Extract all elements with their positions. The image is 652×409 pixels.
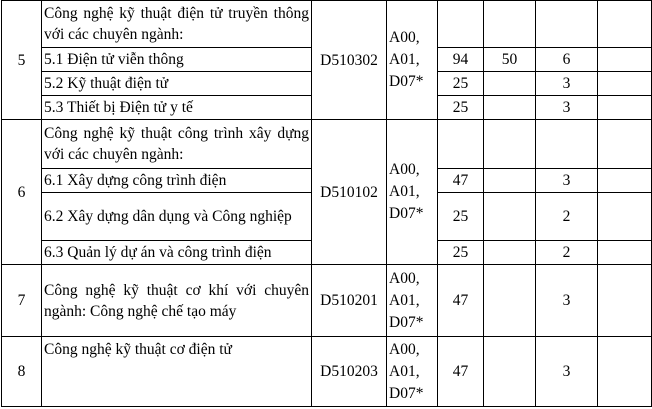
subject-combination (387, 120, 438, 265)
quota-value: 3 (536, 72, 598, 96)
program-title: Công nghệ kỹ thuật cơ điện tử (42, 337, 312, 407)
combo-line: A01, (389, 183, 420, 200)
quota-value: 3 (536, 169, 598, 193)
quota-value: 2 (536, 241, 598, 265)
quota-value: 94 (438, 48, 484, 72)
program-code: D510203 (312, 337, 387, 407)
table-row (2, 337, 652, 407)
major-name: 6.1 Xây dựng công trình điện (42, 169, 312, 193)
quota-value: 3 (536, 337, 598, 407)
table-row (2, 1, 652, 48)
quota-value: 25 (438, 193, 484, 241)
program-code: D510302 (312, 1, 387, 120)
subject-combination (387, 1, 438, 120)
admission-table (1, 0, 652, 407)
quota-value (484, 96, 536, 120)
row-number: 5 (2, 1, 42, 120)
quota-value (484, 72, 536, 96)
quota-value: 47 (438, 169, 484, 193)
combo-line: D07* (389, 73, 424, 90)
program-title: Công nghệ kỹ thuật công trình xây dựng với các chuyên ngành: (42, 120, 312, 169)
major-name: 6.2 Xây dựng dân dụng và Công nghiệp (42, 193, 312, 241)
program-code: D510102 (312, 120, 387, 265)
quota-value: 25 (438, 96, 484, 120)
combo-line: A00, (389, 340, 420, 358)
subject-combination (387, 337, 438, 407)
row-number: 6 (2, 120, 42, 265)
quota-value (484, 337, 536, 407)
row-number: 7 (2, 265, 42, 337)
table-row (2, 120, 652, 169)
quota-value (484, 241, 536, 265)
major-name: 5.2 Kỹ thuật điện tử (42, 72, 312, 96)
subject-combination (387, 265, 438, 337)
program-title: Công nghệ kỹ thuật điện tử truyền thông với các chuyên ngành: (42, 1, 312, 48)
quota-value: 47 (438, 337, 484, 407)
combo-line: D07* (389, 205, 424, 222)
quota-value: 47 (438, 265, 484, 337)
combo-line: D07* (389, 384, 424, 402)
major-name: 5.1 Điện tử viễn thông (42, 48, 312, 72)
major-name: 6.3 Quản lý dự án và công trình điện (42, 241, 312, 265)
combo-line: D07* (389, 313, 424, 331)
combo-line: A01, (389, 51, 420, 68)
quota-value: 3 (536, 265, 598, 337)
quota-value: 6 (536, 48, 598, 72)
quota-value: 50 (484, 48, 536, 72)
row-number: 8 (2, 337, 42, 407)
combo-line: A01, (389, 291, 420, 309)
quota-value: 3 (536, 96, 598, 120)
quota-value: 25 (438, 72, 484, 96)
table-row (2, 265, 652, 337)
quota-value (484, 193, 536, 241)
quota-value: 2 (536, 193, 598, 241)
combo-line: A00, (389, 29, 420, 46)
combo-line: A01, (389, 362, 420, 380)
major-name: 5.3 Thiết bị Điện tử y tế (42, 96, 312, 120)
quota-value (484, 169, 536, 193)
quota-value: 25 (438, 241, 484, 265)
combo-line: A00, (389, 269, 420, 287)
quota-value (484, 265, 536, 337)
combo-line: A00, (389, 161, 420, 178)
program-code: D510201 (312, 265, 387, 337)
program-title: Công nghệ kỹ thuật cơ khí với chuyên ngành: Công nghệ chế tạo máy (42, 265, 312, 337)
